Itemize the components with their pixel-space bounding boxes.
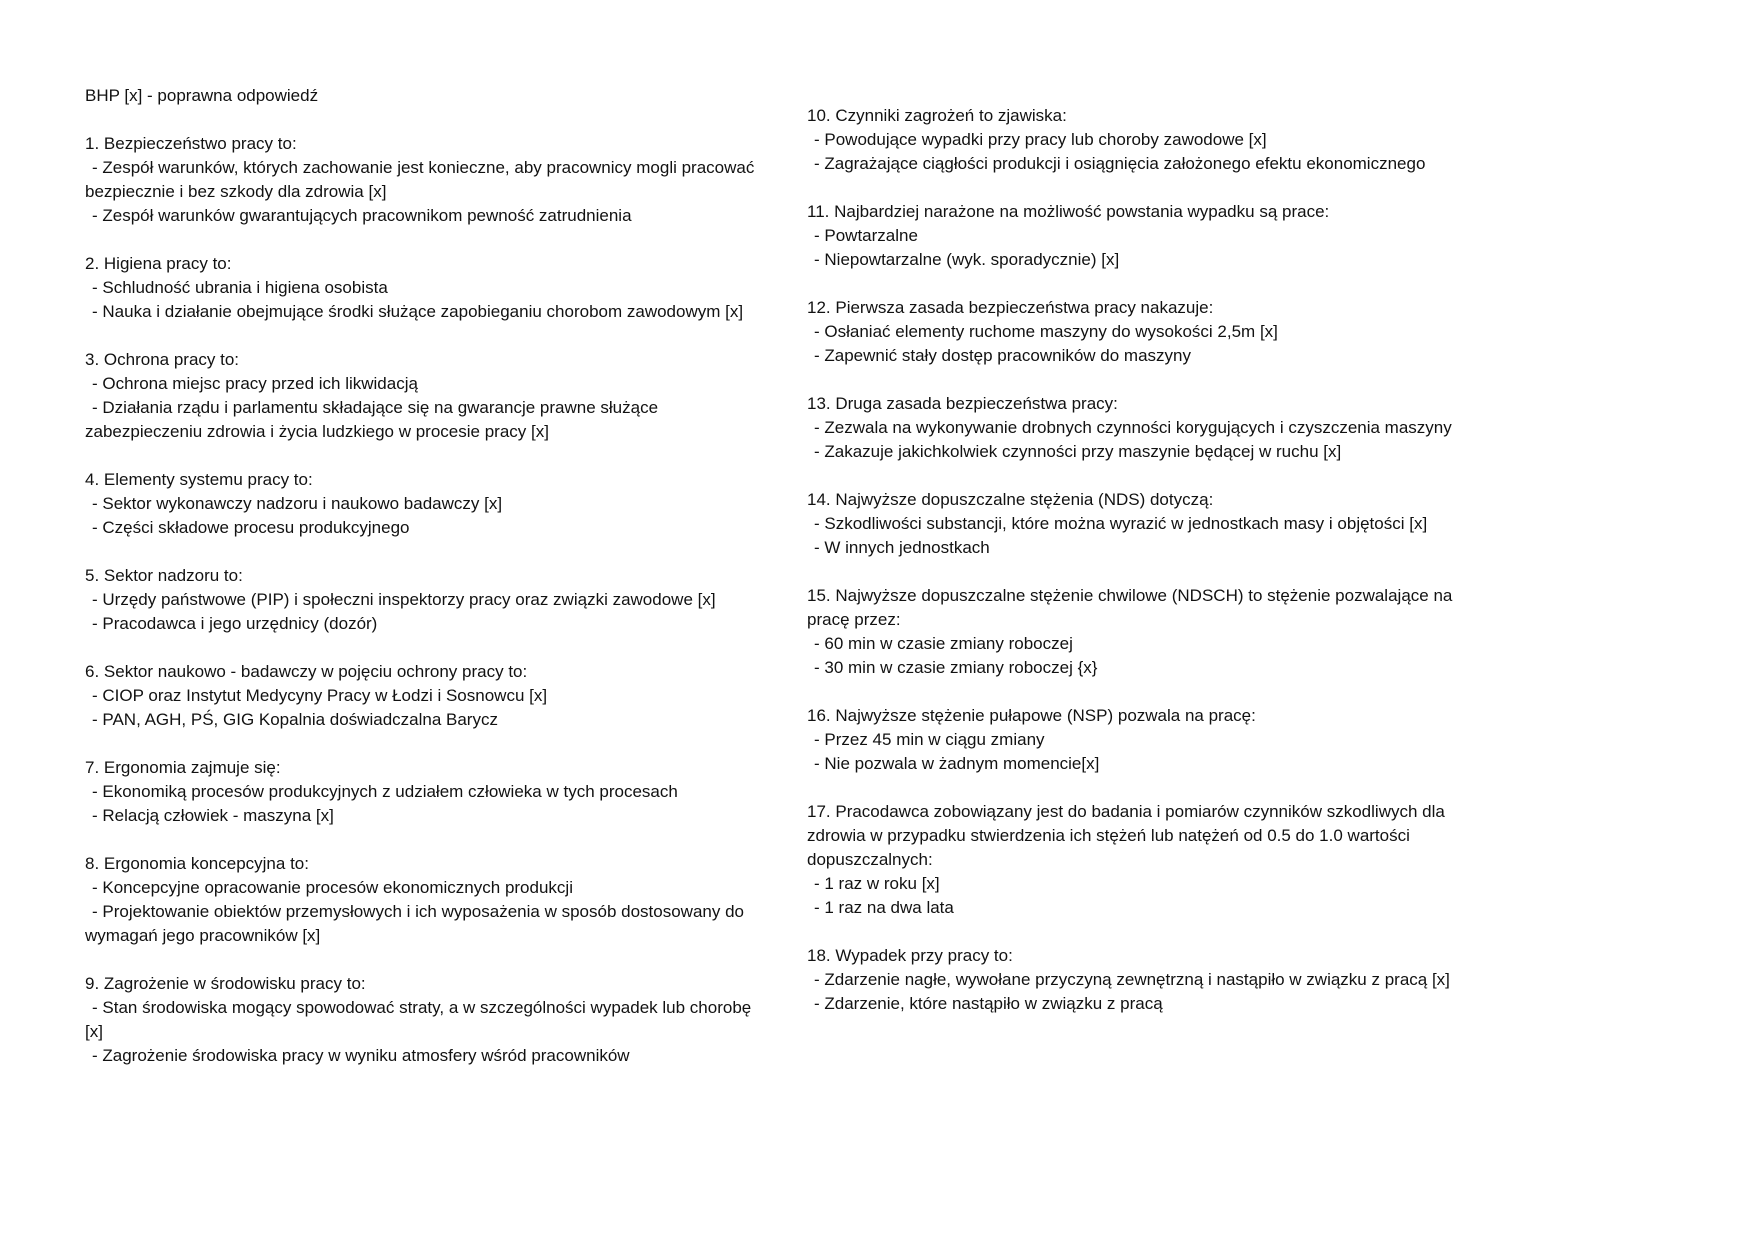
answer-text: - Pracodawca i jego urzędnicy (dozór) <box>92 614 378 633</box>
question-text: 5. Sektor nadzoru to: <box>85 566 243 585</box>
question-block <box>807 704 1467 776</box>
answer-text: - Zezwala na wykonywanie drobnych czynności korygujących i czyszczenia maszyny <box>814 418 1452 437</box>
question-block <box>807 488 1467 560</box>
question-block <box>85 564 765 636</box>
answer-text: - 1 raz w roku [x] <box>814 874 940 893</box>
question-text: 11. Najbardziej narażone na możliwość powstania wypadku są prace: <box>807 202 1330 221</box>
answer-text: - Zakazuje jakichkolwiek czynności przy maszynie będącej w ruchu [x] <box>814 442 1342 461</box>
question-text: 14. Najwyższe dopuszczalne stężenia (NDS) dotyczą: <box>807 490 1214 509</box>
answer-text: - Zapewnić stały dostęp pracowników do maszyny <box>814 346 1191 365</box>
answer-text: - Zdarzenie nagłe, wywołane przyczyną zewnętrzną i nastąpiło w związku z pracą [x] <box>814 970 1450 989</box>
question-text: 6. Sektor naukowo - badawczy w pojęciu ochrony pracy to: <box>85 662 528 681</box>
question-text: 2. Higiena pracy to: <box>85 254 232 273</box>
answer-text: - PAN, AGH, PŚ, GIG Kopalnia doświadczalna Barycz <box>92 710 498 729</box>
question-block <box>85 852 765 948</box>
question-block <box>807 800 1467 920</box>
question-text: 1. Bezpieczeństwo pracy to: <box>85 134 297 153</box>
answer-text: - Działania rządu i parlamentu składające się na gwarancje prawne służące zabezpieczeniu zdrowia i życia ludzkiego w procesie pracy [x] <box>85 398 659 441</box>
answer-text: - Schludność ubrania i higiena osobista <box>92 278 388 297</box>
question-text: 17. Pracodawca zobowiązany jest do badania i pomiarów czynników szkodliwych dla zdrowia w przypadku stwierdzenia ich stężeń lub natężeń od 0.5 do 1.0 wartości dopuszczalnych: <box>807 802 1445 869</box>
answer-text: - Zagrożenie środowiska pracy w wyniku atmosfery wśród pracowników <box>92 1046 630 1065</box>
answer-text: - Powtarzalne <box>814 226 918 245</box>
answer-text: - Zespół warunków, których zachowanie jest konieczne, aby pracownicy mogli pracować bezpiecznie i bez szkody dla zdrowia [x] <box>85 158 755 201</box>
answer-text: - 30 min w czasie zmiany roboczej {x} <box>814 658 1098 677</box>
question-block <box>85 660 765 732</box>
answer-text: - Zagrażające ciągłości produkcji i osiągnięcia założonego efektu ekonomicznego <box>814 154 1426 173</box>
answer-text: - Nauka i działanie obejmujące środki służące zapobieganiu chorobom zawodowym [x] <box>92 302 744 321</box>
question-text: 7. Ergonomia zajmuje się: <box>85 758 281 777</box>
question-text: 12. Pierwsza zasada bezpieczeństwa pracy nakazuje: <box>807 298 1214 317</box>
answer-text: - Relacją człowiek - maszyna [x] <box>92 806 334 825</box>
answer-text: - Powodujące wypadki przy pracy lub choroby zawodowe [x] <box>814 130 1267 149</box>
answer-text: - W innych jednostkach <box>814 538 990 557</box>
answer-text: - Zespół warunków gwarantujących pracownikom pewność zatrudnienia <box>92 206 632 225</box>
question-text: 16. Najwyższe stężenie pułapowe (NSP) pozwala na pracę: <box>807 706 1256 725</box>
answer-text: - Osłaniać elementy ruchome maszyny do wysokości 2,5m [x] <box>814 322 1278 341</box>
answer-text: - Ekonomiką procesów produkcyjnych z udziałem człowieka w tych procesach <box>92 782 678 801</box>
answer-text: - Części składowe procesu produkcyjnego <box>92 518 410 537</box>
answer-text: - Ochrona miejsc pracy przed ich likwidacją <box>92 374 418 393</box>
question-text: 4. Elementy systemu pracy to: <box>85 470 313 489</box>
answer-text: - Niepowtarzalne (wyk. sporadycznie) [x] <box>814 250 1120 269</box>
question-block <box>807 392 1467 464</box>
question-block <box>807 296 1467 368</box>
question-block <box>85 972 765 1068</box>
answer-text: - Urzędy państwowe (PIP) i społeczni inspektorzy pracy oraz związki zawodowe [x] <box>92 590 716 609</box>
answer-text: - 1 raz na dwa lata <box>814 898 954 917</box>
question-block <box>85 756 765 828</box>
question-text: 10. Czynniki zagrożeń to zjawiska: <box>807 106 1067 125</box>
answer-text: - Szkodliwości substancji, które można wyrazić w jednostkach masy i objętości [x] <box>814 514 1428 533</box>
answer-text: - 60 min w czasie zmiany roboczej <box>814 634 1073 653</box>
document-title: BHP [x] - poprawna odpowiedź <box>85 86 319 105</box>
left-column <box>85 84 765 1092</box>
right-column <box>807 104 1467 1040</box>
question-block <box>807 944 1467 1016</box>
answer-text: - Zdarzenie, które nastąpiło w związku z pracą <box>814 994 1163 1013</box>
question-block <box>85 252 765 324</box>
question-text: 18. Wypadek przy pracy to: <box>807 946 1013 965</box>
answer-text: - Przez 45 min w ciągu zmiany <box>814 730 1045 749</box>
answer-text: - Projektowanie obiektów przemysłowych i ich wyposażenia w sposób dostosowany do wymagań jego pracowników [x] <box>85 902 744 945</box>
question-block <box>85 468 765 540</box>
answer-text: - Nie pozwala w żadnym momencie[x] <box>814 754 1100 773</box>
answer-text: - Koncepcyjne opracowanie procesów ekonomicznych produkcji <box>92 878 573 897</box>
question-block <box>85 132 765 228</box>
answer-text: - Sektor wykonawczy nadzoru i naukowo badawczy [x] <box>92 494 503 513</box>
question-block <box>807 200 1467 272</box>
question-block <box>85 348 765 444</box>
question-text: 9. Zagrożenie w środowisku pracy to: <box>85 974 366 993</box>
question-text: 13. Druga zasada bezpieczeństwa pracy: <box>807 394 1118 413</box>
question-block <box>807 104 1467 176</box>
answer-text: - Stan środowiska mogący spowodować straty, a w szczególności wypadek lub chorobę [x] <box>85 998 752 1041</box>
question-text: 15. Najwyższe dopuszczalne stężenie chwilowe (NDSCH) to stężenie pozwalające na pracę przez: <box>807 586 1453 629</box>
answer-text: - CIOP oraz Instytut Medycyny Pracy w Łodzi i Sosnowcu [x] <box>92 686 548 705</box>
question-text: 3. Ochrona pracy to: <box>85 350 240 369</box>
question-block <box>807 584 1467 680</box>
question-text: 8. Ergonomia koncepcyjna to: <box>85 854 309 873</box>
